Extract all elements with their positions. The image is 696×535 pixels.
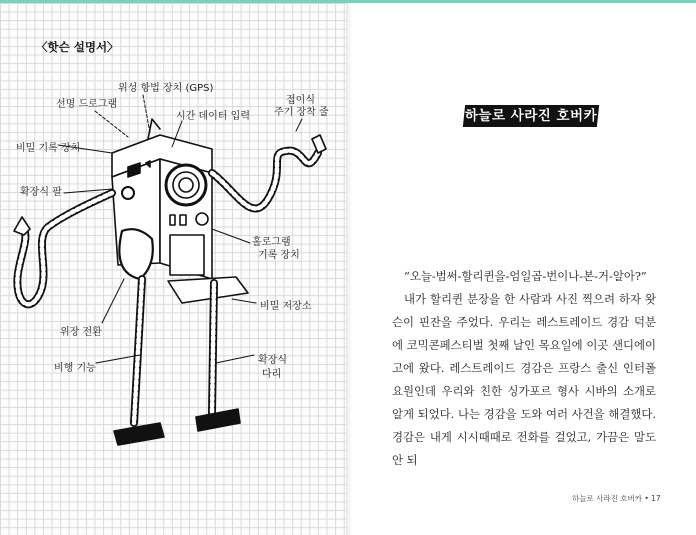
label-cycle-device: 주기 장착 줄 xyxy=(274,107,329,118)
figure-title: 〈핫슨 설명서〉 xyxy=(36,40,119,54)
page-footer: 하늘로 사라진 호버카 • 17 xyxy=(572,494,661,503)
label-hologram-program: 선명 드로그램 xyxy=(56,99,118,110)
label-record-device: 기록 장치 xyxy=(258,250,300,261)
label-gps: 위성 항법 장치 (GPS) xyxy=(118,83,214,94)
left-page-grid xyxy=(0,3,346,535)
chapter-title xyxy=(464,99,598,129)
label-flight-function: 비행 기능 xyxy=(54,363,96,374)
label-extend-arm: 확장식 팔 xyxy=(20,187,62,198)
label-foldable: 접이식 xyxy=(286,95,315,106)
label-time-input: 시간 데이터 입력 xyxy=(176,111,250,122)
right-page xyxy=(352,3,696,535)
label-hologram-record: 홀로그램 xyxy=(252,237,291,248)
body-text xyxy=(392,265,656,472)
narrative-paragraph: 내가 할리퀸 분장을 한 사람과 사진 찍으려 하자 왓슨이 핀잔을 주었다. 우리는 레스트레이드 경감 덕분에 코믹콘페스티벌 첫째 날인 목요일에 이곳 샌디에이고에 왔다. 레스트레이드 경감은 프랑스 출신 인터폴 요원인데 우리와 친한 싱가포르 형사 시바의 소개로 알게 되었다. 나는 경감을 도와 여러 사건을 해결했다. 경감은 내게 시시때때로 전화를 걸었고, 가끔은 말도 안 되 xyxy=(392,292,656,467)
label-extend-leg-2: 다리 xyxy=(262,369,282,380)
label-disguise-transform: 위장 전환 xyxy=(60,327,102,338)
dialogue-paragraph: “오늘-범써-할리퀸을-엄일곱-번이나-본-거-알아?” xyxy=(404,269,647,283)
label-secret-storage: 비밀 저장소 xyxy=(260,301,312,312)
label-secret-recording: 비밀 기록 장치 xyxy=(16,143,81,154)
chapter-title-text: 하늘로 사라진 호버카 xyxy=(464,108,598,124)
label-extend-leg: 확장식 xyxy=(258,355,287,366)
